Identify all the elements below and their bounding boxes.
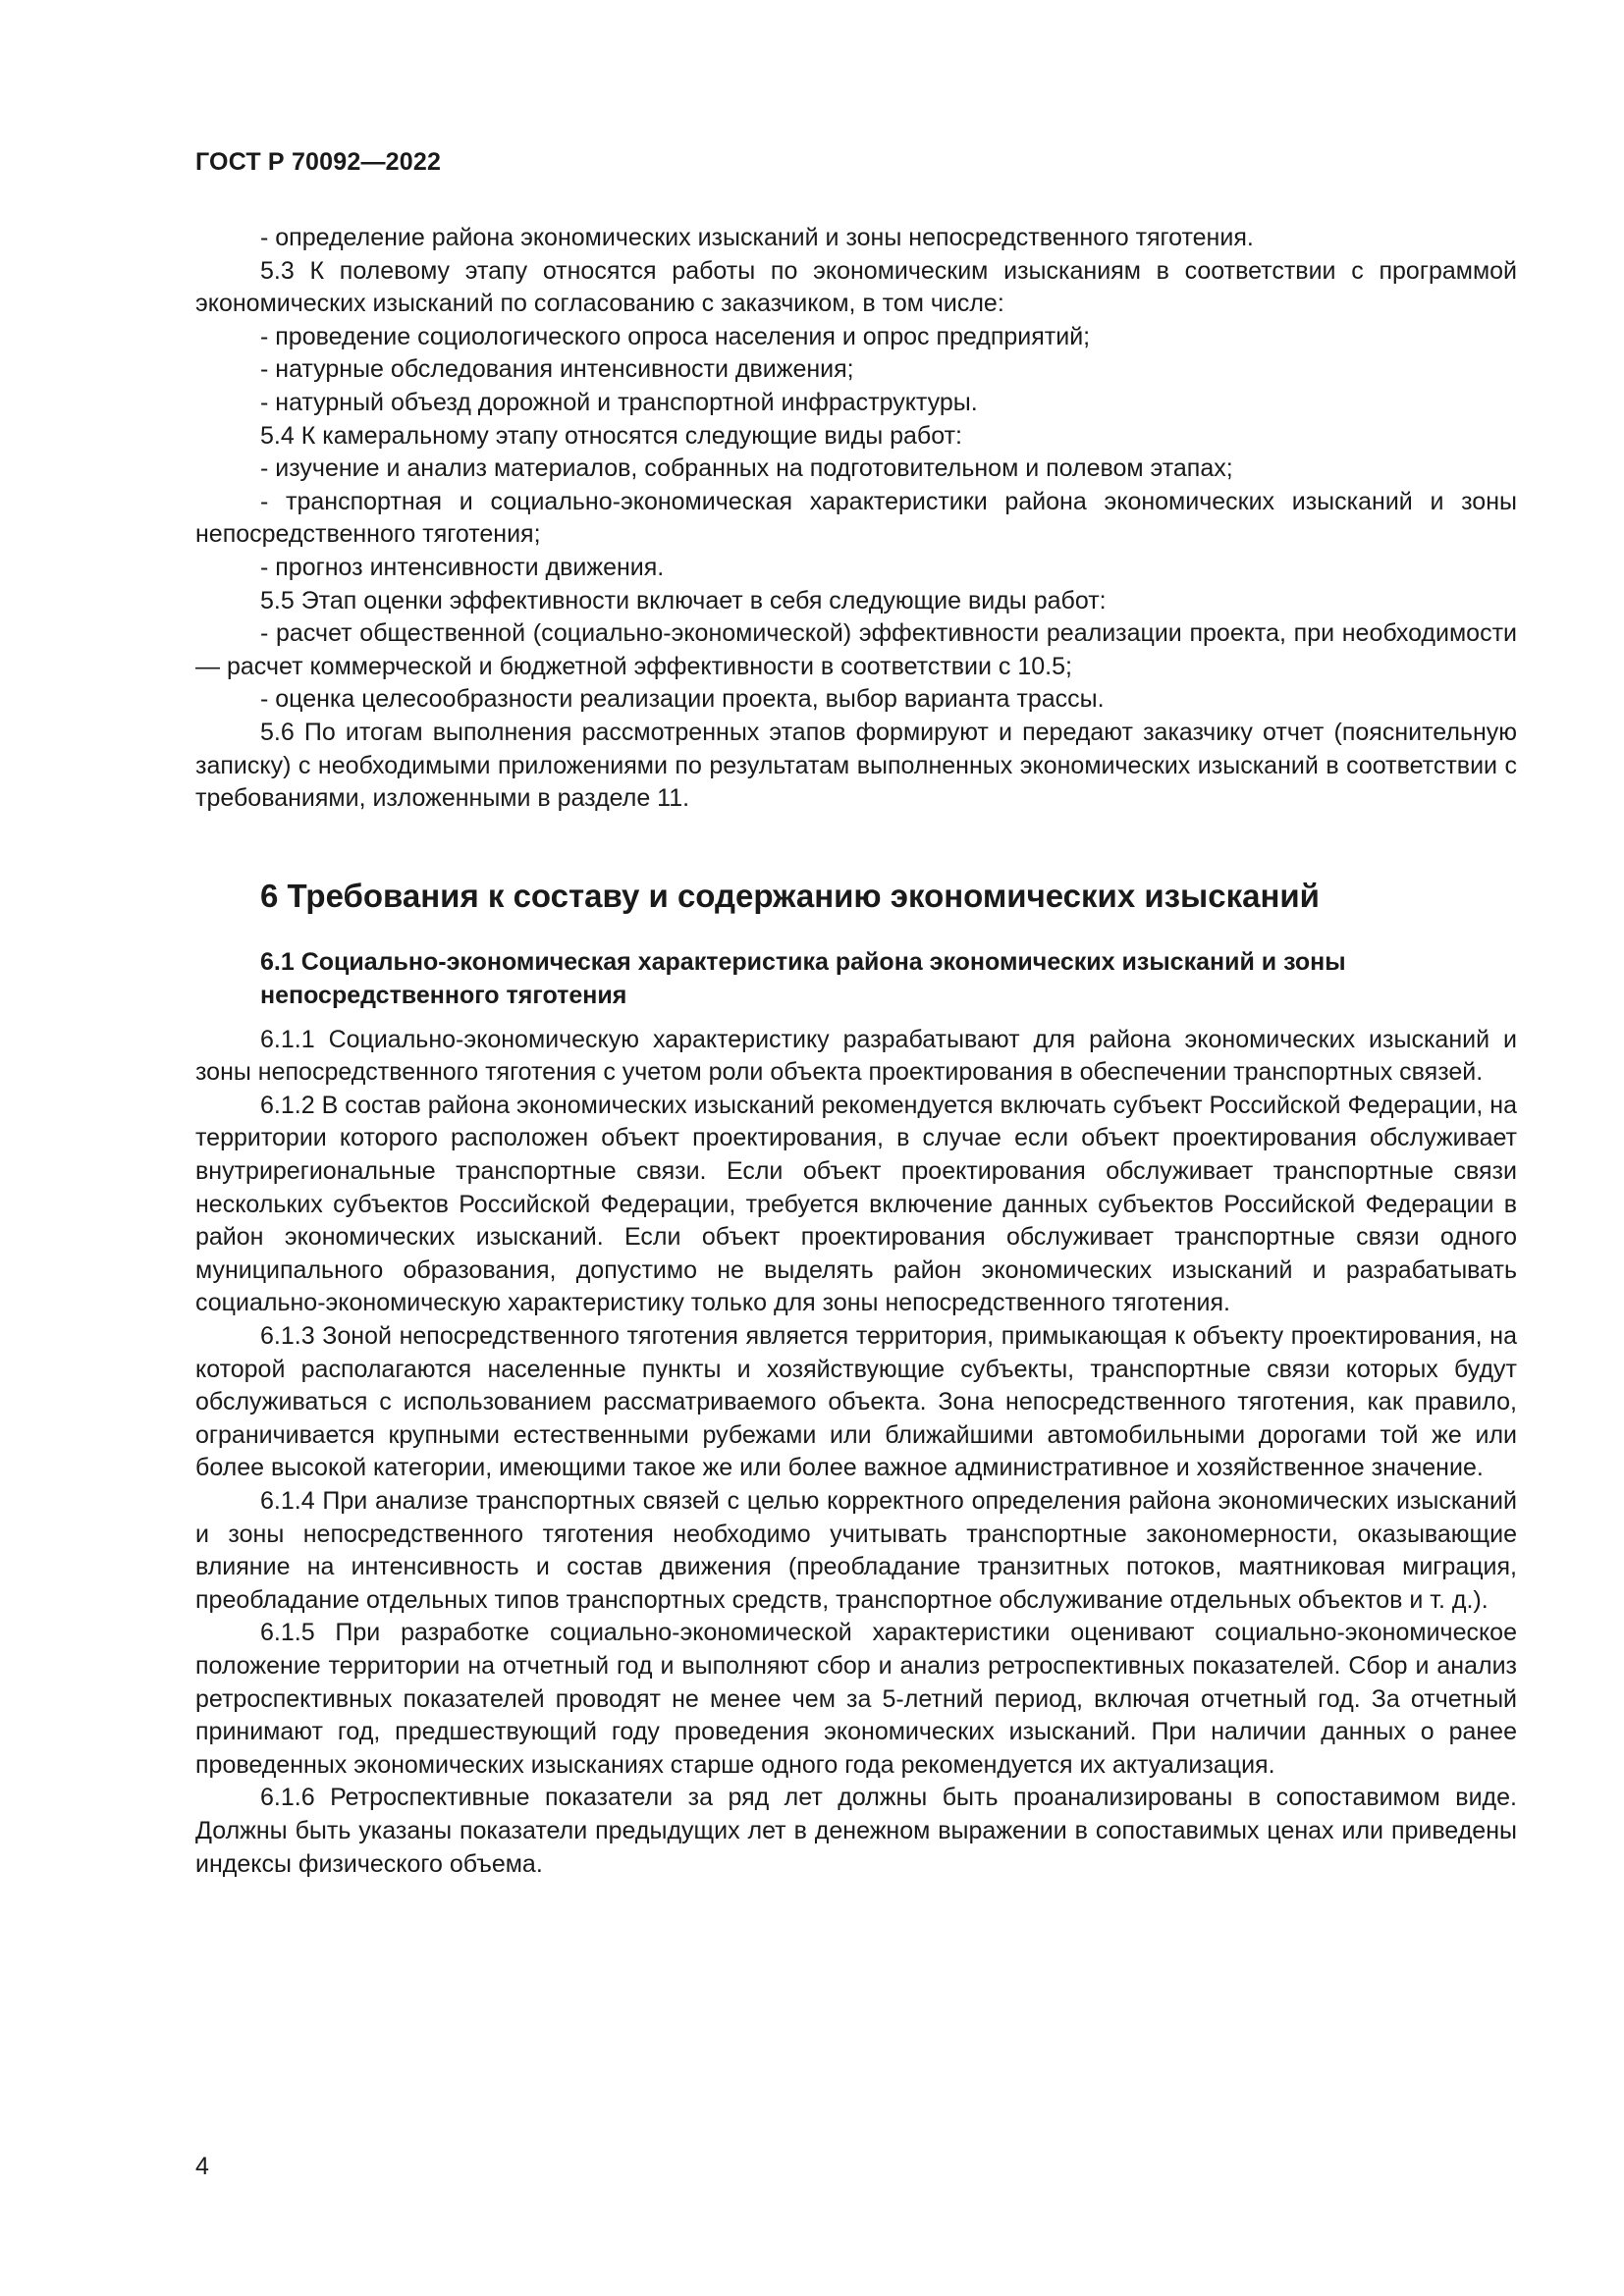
subsection-title: 6.1 Социально-экономическая характеристика района экономических изысканий и зоны непосредственного тяготения [260, 947, 1346, 1009]
list-item: - проведение социологического опроса населения и опрос предприятий; [260, 322, 1091, 350]
page-number: 4 [195, 2153, 209, 2180]
paragraph: 6.1.1 Социально-экономическую характеристику разрабатывают для района экономических изысканий и зоны непосредственного тяготения с учетом роли объекта проектирования в обеспечении транспортных связей. [195, 1025, 1517, 1087]
paragraph: 5.5 Этап оценки эффективности включает в себя следующие виды работ: [260, 586, 1107, 614]
list-item: - натурные обследования интенсивности движения; [260, 355, 854, 384]
paragraph: 6.1.5 При разработке социально-экономической характеристики оценивают социально-экономическое положение территории на отчетный год и выполняют сбор и анализ ретроспективных показателей. Сбор и анализ ретроспективных показателей проводят не менее чем за 5-летний период, включая отчетный год. За отчетный принимают год, предшествующий году проведения экономических изысканий. При наличии данных о ранее проведенных экономических изысканиях старше одного года рекомендуется их актуализация. [195, 1619, 1517, 1779]
paragraph: 6.1.6 Ретроспективные показатели за ряд лет должны быть проанализированы в сопоставимом виде. Должны быть указаны показатели предыдущих лет в денежном выражении в сопоставимых ценах или приведены индексы физического объема. [195, 1784, 1517, 1878]
list-item: - оценка целесообразности реализации проекта, выбор варианта трассы. [260, 685, 1105, 714]
list-item: - изучение и анализ материалов, собранных на подготовительном и полевом этапах; [260, 454, 1233, 483]
paragraph: 5.6 По итогам выполнения рассмотренных этапов формируют и передают заказчику отчет (пояснительную записку) с необходимыми приложениями по результатам выполненных экономических изысканий в соответствии с требованиями, изложенными в разделе 11. [195, 718, 1517, 813]
document-body [195, 222, 1517, 1881]
paragraph: 6.1.3 Зоной непосредственного тяготения является территория, примыкающая к объекту проектирования, на которой располагаются населенные пункты и хозяйствующие субъекты, транспортные связи которых будут обслуживаться с использованием рассматриваемого объекта. Зона непосредственного тяготения, как правило, ограничивается крупными естественными рубежами или ближайшими автомобильными дорогами той же или более высокой категории, имеющими такое же или более важное административное и хозяйственное значение. [195, 1322, 1517, 1482]
list-item: - транспортная и социально-экономическая характеристики района экономических изысканий и зоны непосредственного тяготения; [195, 487, 1517, 549]
list-item: - натурный объезд дорожной и транспортной инфраструктуры. [260, 388, 978, 416]
paragraph: - определение района экономических изысканий и зоны непосредственного тяготения. [260, 224, 1254, 251]
list-item: - расчет общественной (социально-экономической) эффективности реализации проекта, при необходимости — расчет коммерческой и бюджетной эффективности в соответствии с 10.5; [195, 619, 1517, 680]
list-item: - прогноз интенсивности движения. [260, 553, 665, 581]
paragraph: 5.4 К камеральному этапу относятся следующие виды работ: [260, 421, 962, 450]
paragraph: 6.1.2 В состав района экономических изысканий рекомендуется включать субъект Российской Федерации, на территории которого расположен объект проектирования, в случае если объект проектирования обслуживает внутрирегиональные транспортные связи. Если объект проектирования обслуживает транспортные связи нескольких субъектов Российской Федерации, требуется включение данных субъектов Российской Федерации в район экономических изысканий. Если объект проектирования обслуживает транспортные связи одного муниципального образования, допустимо не выделять район экономических изысканий и разрабатывать социально-экономическую характеристику только для зоны непосредственного тяготения. [195, 1091, 1517, 1317]
document-header-code: ГОСТ Р 70092—2022 [195, 148, 442, 176]
paragraph: 5.3 К полевому этапу относятся работы по экономическим изысканиям в соответствии с программой экономических изысканий по согласованию с заказчиком, в том числе: [195, 256, 1517, 318]
section-title: 6 Требования к составу и содержанию экономических изысканий [260, 877, 1320, 914]
paragraph: 6.1.4 При анализе транспортных связей с целью корректного определения района экономических изысканий и зоны непосредственного тяготения необходимо учитывать транспортные закономерности, оказывающие влияние на интенсивность и состав движения (преобладание транзитных потоков, маятниковая миграция, преобладание отдельных типов транспортных средств, транспортное обслуживание отдельных объектов и т. д.). [195, 1487, 1517, 1614]
